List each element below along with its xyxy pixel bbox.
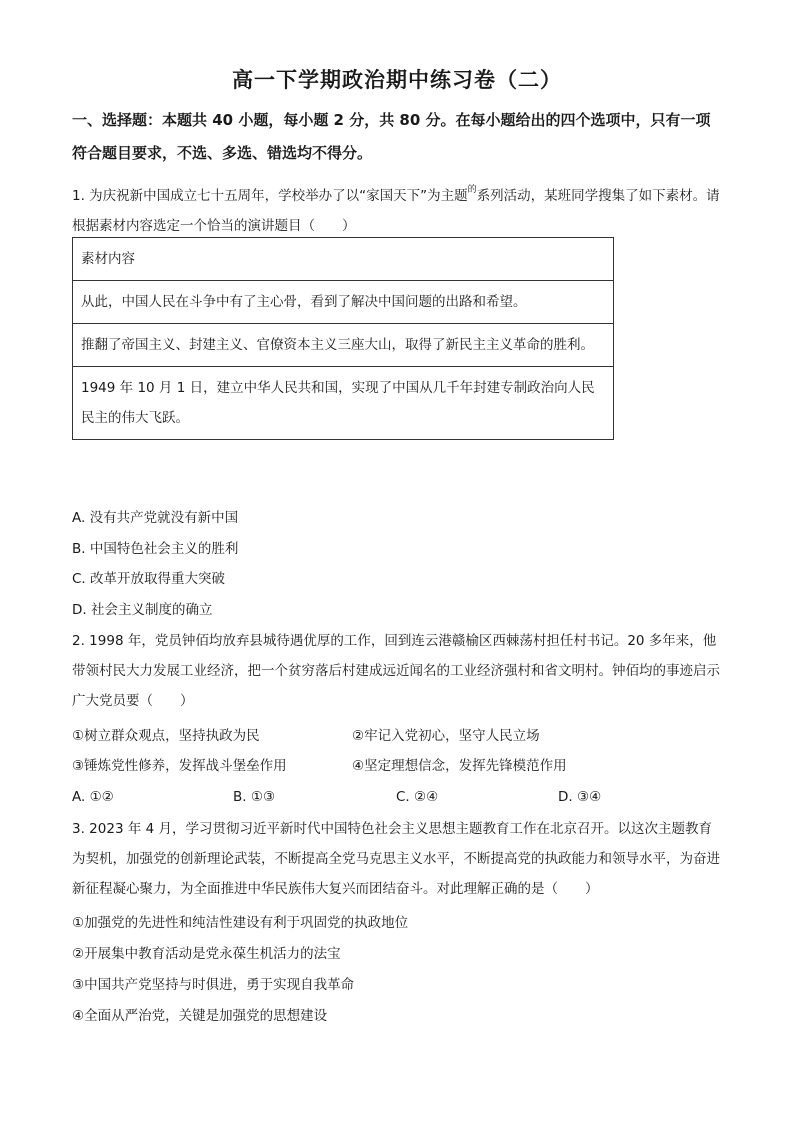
q2-option-a: A. ①② [72, 789, 114, 805]
q1-option-b: B. 中国特色社会主义的胜利 [72, 541, 239, 557]
q3-statement-1: ①加强党的先进性和纯洁性建设有利于巩固党的执政地位 [72, 915, 409, 931]
question-1-stem-sup: 的 [467, 185, 477, 195]
table-header-row [73, 238, 614, 281]
q1-option-c: C. 改革开放取得重大突破 [72, 571, 226, 587]
question-1-stem-part1: 1. 为庆祝新中国成立七十五周年，学校举办了以“家国天下”为主题 [72, 188, 468, 204]
q2-statement-4: ④坚定理想信念，发挥先锋模范作用 [352, 758, 567, 774]
q2-option-c: C. ②④ [396, 789, 439, 805]
table-header-cell: 素材内容 [73, 238, 614, 281]
question-1-stem [72, 175, 724, 241]
table-row [73, 324, 614, 367]
q1-option-a: A. 没有共产党就没有新中国 [72, 510, 239, 526]
q2-statement-3: ③锤炼党性修养，发挥战斗堡垒作用 [72, 758, 287, 774]
question-3-stem: 3. 2023 年 4 月，学习贯彻习近平新时代中国特色社会主义思想主题教育工作在北京召开。以这次主题教育为契机，加强党的创新理论武装，不断提高全党马克思主义水平，不断提高党的执政能力和领导水平，为奋进新征程凝心聚力，为全面推进中华民族伟大复兴而团结奋斗。对此理解正确的是（ ） [72, 821, 720, 897]
material-table [72, 237, 614, 440]
table-cell: 1949 年 10 月 1 日，建立中华人民共和国，实现了中国从几千年封建专制政治向人民民主的伟大飞跃。 [73, 367, 614, 440]
table-row [73, 281, 614, 324]
question-1-stem-part2: 系列活动，某班同学搜集了如下素材。请根据素材内容选定一个恰当的演讲题目（ ） [72, 188, 720, 234]
q2-statement-2: ②牢记入党初心，坚守人民立场 [352, 728, 540, 744]
q2-option-d: D. ③④ [558, 789, 602, 805]
q2-statement-1: ①树立群众观点，坚持执政为民 [72, 728, 260, 744]
section-heading: 一、选择题：本题共 40 小题，每小题 2 分，共 80 分。在每小题给出的四个选项中，只有一项符合题目要求，不选、多选、错选均不得分。 [72, 111, 711, 162]
q1-option-d: D. 社会主义制度的确立 [72, 602, 213, 618]
q3-statement-3: ③中国共产党坚持与时俱进，勇于实现自我革命 [72, 977, 355, 993]
table-cell: 从此，中国人民在斗争中有了主心骨，看到了解决中国问题的出路和希望。 [73, 281, 614, 324]
table-row [73, 367, 614, 440]
q2-option-b: B. ①③ [233, 789, 276, 805]
q3-statement-2: ②开展集中教育活动是党永葆生机活力的法宝 [72, 946, 341, 962]
table-cell: 推翻了帝国主义、封建主义、官僚资本主义三座大山，取得了新民主主义革命的胜利。 [73, 324, 614, 367]
q3-statement-4: ④全面从严治党，关键是加强党的思想建设 [72, 1008, 328, 1024]
question-2-stem: 2. 1998 年，党员钟佰均放弃县城待遇优厚的工作，回到连云港赣榆区西棘荡村担任村书记。20 多年来，他带领村民大力发展工业经济，把一个贫穷落后村建成远近闻名的工业经济强村和省文明村。钟佰均的事迹启示广大党员要（ ） [72, 633, 720, 709]
page-title: 高一下学期政治期中练习卷（二） [232, 68, 562, 92]
